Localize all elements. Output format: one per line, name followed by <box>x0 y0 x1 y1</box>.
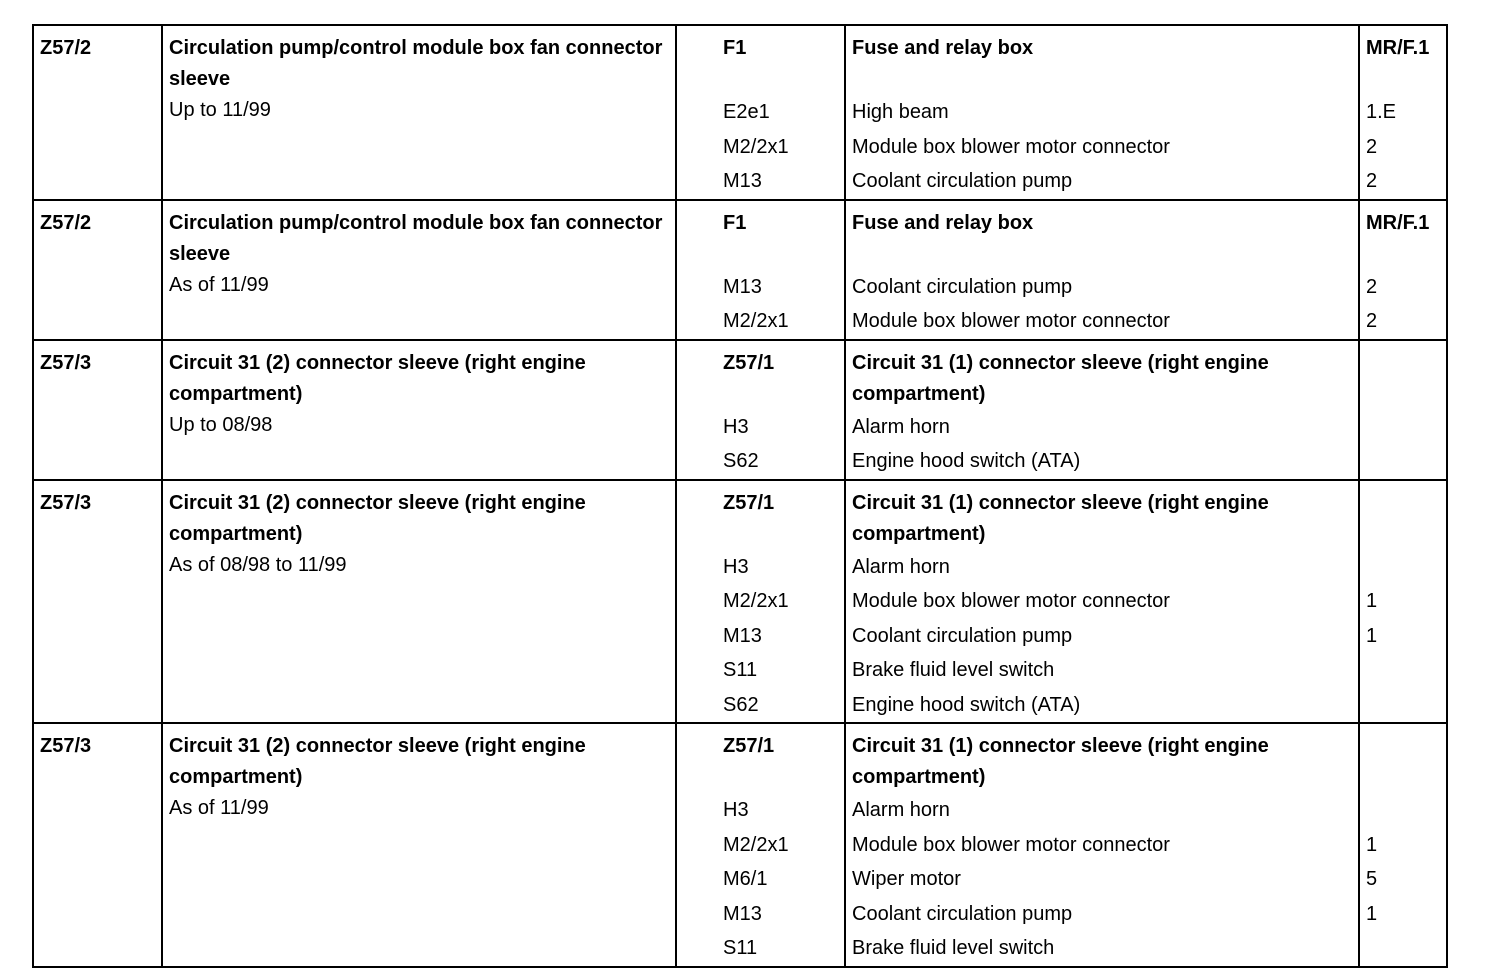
connection-code: M2/2x1 <box>723 310 789 332</box>
connection-code: Z57/1 <box>723 491 775 514</box>
connection-ref-cell <box>1359 340 1447 480</box>
table-row <box>33 480 1447 724</box>
connection-ref <box>1366 348 1442 410</box>
connector-table-sheet <box>32 24 1446 968</box>
connection-ref: 1.E <box>1366 101 1397 123</box>
connection-ref <box>1366 550 1442 585</box>
component-id: Z57/3 <box>40 735 92 757</box>
connection-ref <box>1366 444 1442 479</box>
connection-ref: 1 <box>1366 590 1378 612</box>
connection-code: H3 <box>723 799 749 821</box>
connection-ref <box>1366 410 1442 445</box>
connection-description-cell <box>845 25 1359 200</box>
connection-ref: 2 <box>1366 170 1378 192</box>
connection-code: H3 <box>723 415 749 438</box>
connection-description-cell <box>845 200 1359 340</box>
connection-ref: 2 <box>1366 135 1378 158</box>
connection-ref: MR/F.1 <box>1366 211 1430 234</box>
connection-code: M13 <box>723 170 762 192</box>
connection-description: Engine hood switch (ATA) <box>852 450 1081 472</box>
connection-code-cell <box>676 200 845 340</box>
component-id-cell <box>33 340 162 480</box>
connection-description: Engine hood switch (ATA) <box>852 693 1081 716</box>
connection-description: Fuse and relay box <box>852 211 1034 234</box>
connection-ref-cell <box>1359 723 1447 967</box>
connection-code: Z57/1 <box>723 735 775 757</box>
connection-code: F1 <box>723 37 747 59</box>
connection-ref: 1 <box>1366 902 1378 925</box>
connection-description: Brake fluid level switch <box>852 937 1055 959</box>
connection-ref: MR/F.1 <box>1366 37 1430 59</box>
connection-code: M6/1 <box>723 868 768 890</box>
connection-description: Fuse and relay box <box>852 37 1034 59</box>
connection-ref: 2 <box>1366 275 1378 298</box>
connection-description-cell <box>845 340 1359 480</box>
connection-description: Coolant circulation pump <box>852 624 1073 647</box>
connection-ref <box>1366 688 1442 723</box>
connection-description: Alarm horn <box>852 799 950 821</box>
connection-description: Circuit 31 (1) connector sleeve (right engine compartment) <box>852 735 1269 788</box>
connection-description-cell <box>845 723 1359 967</box>
connection-code: M13 <box>723 624 762 647</box>
connection-description: Module box blower motor connector <box>852 590 1170 612</box>
connection-code-cell <box>676 723 845 967</box>
connection-code: M2/2x1 <box>723 135 789 158</box>
component-description-cell <box>162 200 676 340</box>
connection-code: M2/2x1 <box>723 833 789 856</box>
connection-description: Alarm horn <box>852 555 950 578</box>
component-id: Z57/3 <box>40 491 92 514</box>
connection-code: M13 <box>723 275 762 298</box>
connection-code: M2/2x1 <box>723 590 789 612</box>
component-title: Circuit 31 (2) connector sleeve (right engine compartment) <box>169 351 586 405</box>
connection-ref: 1 <box>1366 624 1378 647</box>
connection-description: Circuit 31 (1) connector sleeve (right engine compartment) <box>852 491 1269 545</box>
connection-code-cell <box>676 25 845 200</box>
connection-code: H3 <box>723 555 749 578</box>
connection-description: Module box blower motor connector <box>852 310 1170 332</box>
connection-code: S62 <box>723 693 759 716</box>
connection-code: S11 <box>723 659 758 681</box>
component-description-cell <box>162 480 676 724</box>
component-id-cell <box>33 480 162 724</box>
connection-ref: 2 <box>1366 310 1378 332</box>
component-description-cell <box>162 25 676 200</box>
connection-ref-cell <box>1359 480 1447 724</box>
connection-description: Coolant circulation pump <box>852 275 1073 298</box>
connection-description: Brake fluid level switch <box>852 659 1055 681</box>
component-id-cell <box>33 200 162 340</box>
connection-description: Circuit 31 (1) connector sleeve (right engine compartment) <box>852 351 1269 405</box>
connection-description: Coolant circulation pump <box>852 902 1073 925</box>
component-id-cell <box>33 723 162 967</box>
component-description-cell <box>162 723 676 967</box>
component-id-cell <box>33 25 162 200</box>
connection-description: Coolant circulation pump <box>852 170 1073 192</box>
component-title: Circuit 31 (2) connector sleeve (right engine compartment) <box>169 735 586 788</box>
table-row <box>33 340 1447 480</box>
connection-ref <box>1366 488 1442 550</box>
component-id: Z57/2 <box>40 37 92 59</box>
table-row <box>33 723 1447 967</box>
connection-ref <box>1366 653 1442 688</box>
connection-description-cell <box>845 480 1359 724</box>
component-validity: As of 08/98 to 11/99 <box>169 553 347 576</box>
component-title: Circuit 31 (2) connector sleeve (right engine compartment) <box>169 491 586 545</box>
component-validity: Up to 11/99 <box>169 99 271 121</box>
connection-description: Wiper motor <box>852 868 961 890</box>
component-validity: Up to 08/98 <box>169 413 273 436</box>
connection-ref: 5 <box>1366 868 1378 890</box>
connection-description: Module box blower motor connector <box>852 833 1170 856</box>
connector-table <box>32 24 1448 968</box>
component-description-cell <box>162 340 676 480</box>
connection-description: Alarm horn <box>852 415 950 438</box>
table-row <box>33 200 1447 340</box>
component-id: Z57/3 <box>40 351 92 374</box>
connection-code: M13 <box>723 902 762 925</box>
connection-ref <box>1366 731 1442 793</box>
connector-table-body <box>33 25 1447 967</box>
connection-ref-cell <box>1359 25 1447 200</box>
connection-code-cell <box>676 480 845 724</box>
connection-code: S11 <box>723 937 758 959</box>
connection-code-cell <box>676 340 845 480</box>
table-row <box>33 25 1447 200</box>
component-validity: As of 11/99 <box>169 797 269 819</box>
connection-code: F1 <box>723 211 747 234</box>
connection-ref: 1 <box>1366 833 1378 856</box>
component-title: Circulation pump/control module box fan connector sleeve <box>169 37 663 90</box>
connection-code: Z57/1 <box>723 351 775 374</box>
connection-description: High beam <box>852 101 949 123</box>
connection-ref-cell <box>1359 200 1447 340</box>
component-id: Z57/2 <box>40 211 92 234</box>
connection-code: E2e1 <box>723 101 770 123</box>
connection-ref <box>1366 931 1442 966</box>
component-title: Circulation pump/control module box fan connector sleeve <box>169 211 663 265</box>
connection-code: S62 <box>723 450 759 472</box>
component-validity: As of 11/99 <box>169 273 269 296</box>
connection-description: Module box blower motor connector <box>852 135 1170 158</box>
connection-ref <box>1366 793 1442 828</box>
